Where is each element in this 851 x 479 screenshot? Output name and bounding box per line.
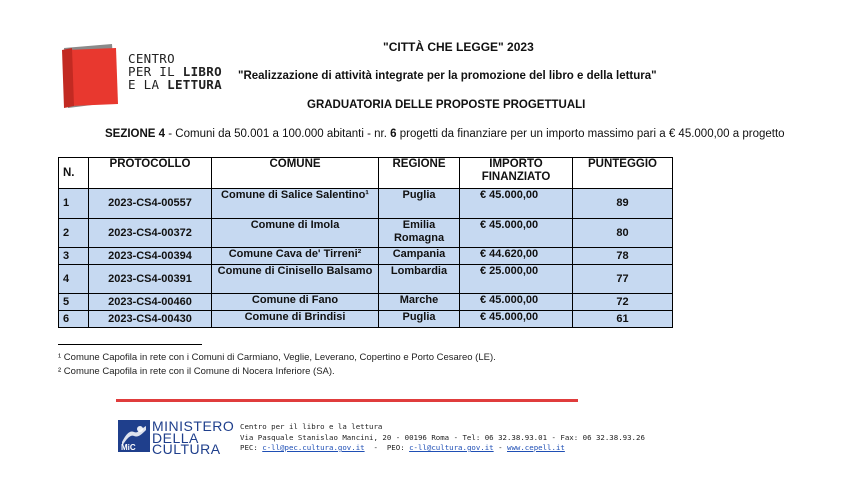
peo-link[interactable]: c-ll@cultura.gov.it [409, 443, 494, 452]
cell-comune: Comune di Fano [212, 294, 379, 311]
cell-importo: € 25.000,00 [460, 265, 573, 294]
header-importo: IMPORTO FINANZIATO [460, 158, 573, 189]
ministero-text [152, 418, 235, 457]
cell-punteggio: 89 [573, 189, 673, 219]
header-protocollo: PROTOCOLLO [89, 158, 212, 189]
address-line-1: Centro per il libro e la lettura [240, 422, 383, 431]
pec-link[interactable]: c-ll@pec.cultura.gov.it [262, 443, 365, 452]
cell-importo: € 45.000,00 [460, 294, 573, 311]
cell-importo: € 45.000,00 [460, 189, 573, 219]
logo-line-2b: LIBRO [182, 64, 222, 79]
sezione-text-1: - Comuni da 50.001 a 100.000 abitanti - nr. [165, 128, 391, 140]
header-n: N. [59, 158, 89, 189]
footer-divider [116, 399, 578, 402]
doc-subtitle: "Realizzazione di attività integrate per la promozione del libro e della lettura" [238, 70, 657, 82]
logo-line-3a: E LA [128, 77, 168, 92]
web-separator: - [493, 443, 507, 452]
cell-protocollo: 2023-CS4-00391 [89, 265, 212, 294]
cell-protocollo: 2023-CS4-00372 [89, 219, 212, 248]
table-row [59, 311, 673, 328]
cell-regione: Campania [379, 248, 460, 265]
cell-importo: € 45.000,00 [460, 311, 573, 328]
cell-protocollo: 2023-CS4-00557 [89, 189, 212, 219]
cell-importo: € 45.000,00 [460, 219, 573, 248]
table-row [59, 248, 673, 265]
cell-protocollo: 2023-CS4-00460 [89, 294, 212, 311]
cell-regione: Puglia [379, 311, 460, 328]
logo-line-1: CENTRO [128, 51, 175, 66]
cell-punteggio: 61 [573, 311, 673, 328]
sezione-label: SEZIONE 4 [105, 128, 166, 140]
sezione-line [105, 128, 785, 140]
footer-address [240, 422, 645, 454]
footnote-1: ¹ Comune Capofila in rete con i Comuni di Carmiano, Veglie, Leverano, Copertino e Porto Cesareo (LE). [58, 352, 496, 363]
cell-n: 5 [59, 294, 89, 311]
cell-punteggio: 80 [573, 219, 673, 248]
cell-regione: Puglia [379, 189, 460, 219]
graduatoria-table [58, 157, 673, 328]
cell-regione: Lombardia [379, 265, 460, 294]
address-line-2: Via Pasquale Stanislao Mancini, 20 - 00196 Roma - Tel: 06 32.38.93.01 - Fax: 06 32.38.93.26 [240, 432, 645, 442]
cell-regione: Marche [379, 294, 460, 311]
cell-comune: Comune di Imola [212, 219, 379, 248]
cepell-logo-text [128, 52, 222, 91]
table-row [59, 219, 673, 248]
header-punteggio: PUNTEGGIO [573, 158, 673, 189]
sezione-text-2: progetti da finanziare per un importo massimo pari a € 45.000,00 a progetto [396, 128, 785, 140]
cell-n: 3 [59, 248, 89, 265]
graduatoria-heading: GRADUATORIA DELLE PROPOSTE PROGETTUALI [307, 99, 586, 111]
footnote-2: ² Comune Capofila in rete con il Comune di Nocera Inferiore (SA). [58, 366, 335, 377]
cell-comune: Comune di Brindisi [212, 311, 379, 328]
ministero-line-3: CULTURA [152, 441, 221, 457]
header-comune: COMUNE [212, 158, 379, 189]
peo-label: - PEO: [364, 443, 410, 452]
mic-label: MiC [121, 443, 136, 452]
table-row [59, 294, 673, 311]
cell-importo: € 44.620,00 [460, 248, 573, 265]
logo-line-2a: PER IL [128, 64, 183, 79]
cell-comune: Comune di Cinisello Balsamo [212, 265, 379, 294]
logo-line-3b: LETTURA [167, 77, 222, 92]
website-link[interactable]: www.cepell.it [507, 443, 565, 452]
cell-regione: Emilia Romagna [379, 219, 460, 248]
header-regione: REGIONE [379, 158, 460, 189]
table-header-row [59, 158, 673, 189]
sezione-count: 6 [390, 128, 397, 140]
pec-label: PEC: [240, 443, 263, 452]
cell-punteggio: 77 [573, 265, 673, 294]
cell-n: 2 [59, 219, 89, 248]
cell-n: 4 [59, 265, 89, 294]
mic-logo-icon [118, 420, 150, 452]
ministero-line-1: MINISTERO [152, 418, 235, 434]
table-row [59, 189, 673, 219]
cell-n: 1 [59, 189, 89, 219]
cell-protocollo: 2023-CS4-00430 [89, 311, 212, 328]
cell-punteggio: 72 [573, 294, 673, 311]
cell-comune: Comune di Salice Salentino¹ [212, 189, 379, 219]
ministero-line-2: DELLA [152, 429, 199, 446]
footnote-divider [58, 344, 202, 345]
cell-n: 6 [59, 311, 89, 328]
doc-title: "CITTÀ CHE LEGGE" 2023 [383, 40, 534, 54]
cell-comune: Comune Cava de' Tirreni² [212, 248, 379, 265]
cell-protocollo: 2023-CS4-00394 [89, 248, 212, 265]
cell-punteggio: 78 [573, 248, 673, 265]
table-row [59, 265, 673, 294]
